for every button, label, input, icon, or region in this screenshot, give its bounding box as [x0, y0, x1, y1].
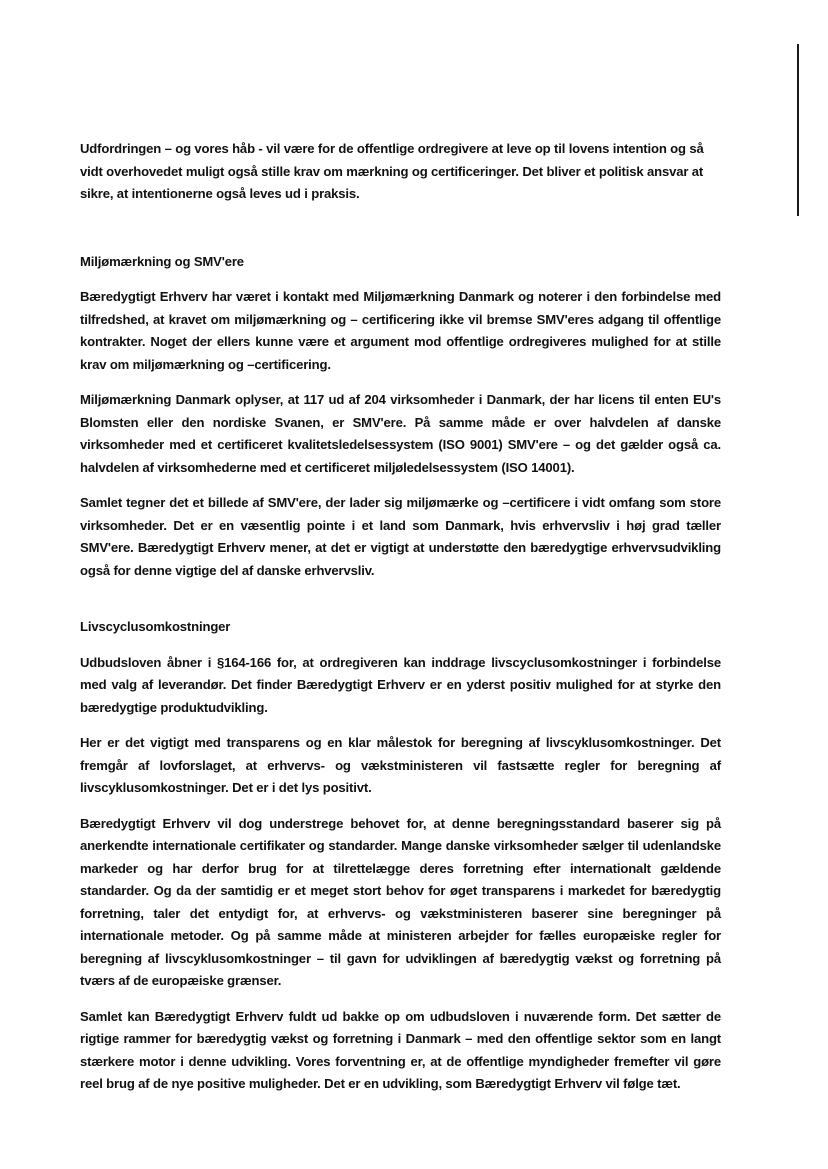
section-heading-miljomaerkning: Miljømærkning og SMV'ere: [80, 253, 244, 269]
spacer: [80, 273, 721, 286]
scan-edge-mark: [797, 44, 799, 216]
section1-paragraph-1: Bæredygtigt Erhverv har været i kontakt med Miljømærkning Danmark og noterer i den forbindelse med tilfredshed, at kravet om miljømærkning og – certificering ikke vil bremse SMV'eres adgang til offentlige kontrakter. Noget der ellers kunne være et argument mod offentlige ordregiveres mulighed for at stille krav om miljømærkning og –certificering.: [80, 289, 721, 372]
section-heading-livscyclus: Livscyclusomkostninger: [80, 619, 231, 634]
spacer: [80, 993, 721, 1006]
spacer: [80, 719, 721, 732]
intro-paragraph: Udfordringen – og vores håb - vil være for de offentlige ordregivere at leve op til lovens intention og så vidt overhovedet muligt også stille krav om mærkning og certificeringer. Det bliver et politisk ansvar at sikre, at intentionerne også leves ud i praksis.: [80, 141, 704, 201]
spacer: [80, 479, 721, 492]
spacer: [80, 582, 721, 616]
spacer: [80, 206, 721, 251]
section1-paragraph-3: Samlet tegner det et billede af SMV'ere, der lader sig miljømærke og –certificere i vidt omfang som store virksomheder. Det er en væsentlig pointe i et land som Danmark, hvis erhvervsliv i høj grad tæller SMV'ere. Bæredygtigt Erhverv mener, at det er vigtigt at understøtte den bæredygtige erhvervsudvikling også for denne vigtige del af danske erhvervsliv.: [80, 495, 721, 578]
section2-paragraph-3: Bæredygtigt Erhverv vil dog understrege behovet for, at denne beregningsstandard baserer sig på anerkendte internationale certifikater og standarder. Mange danske virksomheder sælger til udenlandske markeder og har derfor brug for at tilrettelægge deres forretning efter internationalt gældende standarder. Og da der samtidig er et meget stort behov for øget transparens i markedet for bæredygtig forretning, taler det entydigt for, at erhvervs- og vækstministeren baserer sine beregninger på internationale metoder. Og på samme måde at ministeren arbejder for fælles europæiske regler for beregning af livscyklusomkostninger – til gavn for udviklingen af bæredygtig vækst og forretning på tværs af de europæiske grænser.: [80, 815, 721, 988]
document-page: [80, 138, 721, 1096]
spacer: [80, 639, 721, 652]
section2-paragraph-1: Udbudsloven åbner i §164-166 for, at ordregiveren kan inddrage livscyclusomkostninger i forbindelse med valg af leverandør. Det finder Bæredygtigt Erhverv er en yderst positiv mulighed for at styrke den bæredygtige produktudvikling.: [80, 654, 721, 715]
spacer: [80, 376, 721, 389]
section1-paragraph-2: Miljømærkning Danmark oplyser, at 117 ud af 204 virksomheder i Danmark, der har licens til enten EU's Blomsten eller den nordiske Svanen, er SMV'ere. På samme måde er over halvdelen af danske virksomheder med et certificeret kvalitetsledelsessystem (ISO 9001) SMV'ere – og det gælder også ca. halvdelen af virksomhederne med et certificeret miljøledelsessystem (ISO 14001).: [80, 392, 721, 475]
section2-paragraph-4: Samlet kan Bæredygtigt Erhverv fuldt ud bakke op om udbudsloven i nuværende form. Det sætter de rigtige rammer for bæredygtig vækst og forretning i Danmark – med den offentlige sektor som en langt stærkere motor i denne udvikling. Vores forventning er, at de offentlige myndigheder fremefter vil gøre reel brug af de nye positive muligheder. Det er en udvikling, som Bæredygtigt Erhverv vil følge tæt.: [80, 1008, 721, 1091]
section2-paragraph-2: Her er det vigtigt med transparens og en klar målestok for beregning af livscyklusomkostninger. Det fremgår af lovforslaget, at erhvervs- og vækstministeren vil fastsætte regler for beregning af livscyklusomkostninger. Det er i det lys positivt.: [80, 735, 721, 795]
spacer: [80, 800, 721, 813]
